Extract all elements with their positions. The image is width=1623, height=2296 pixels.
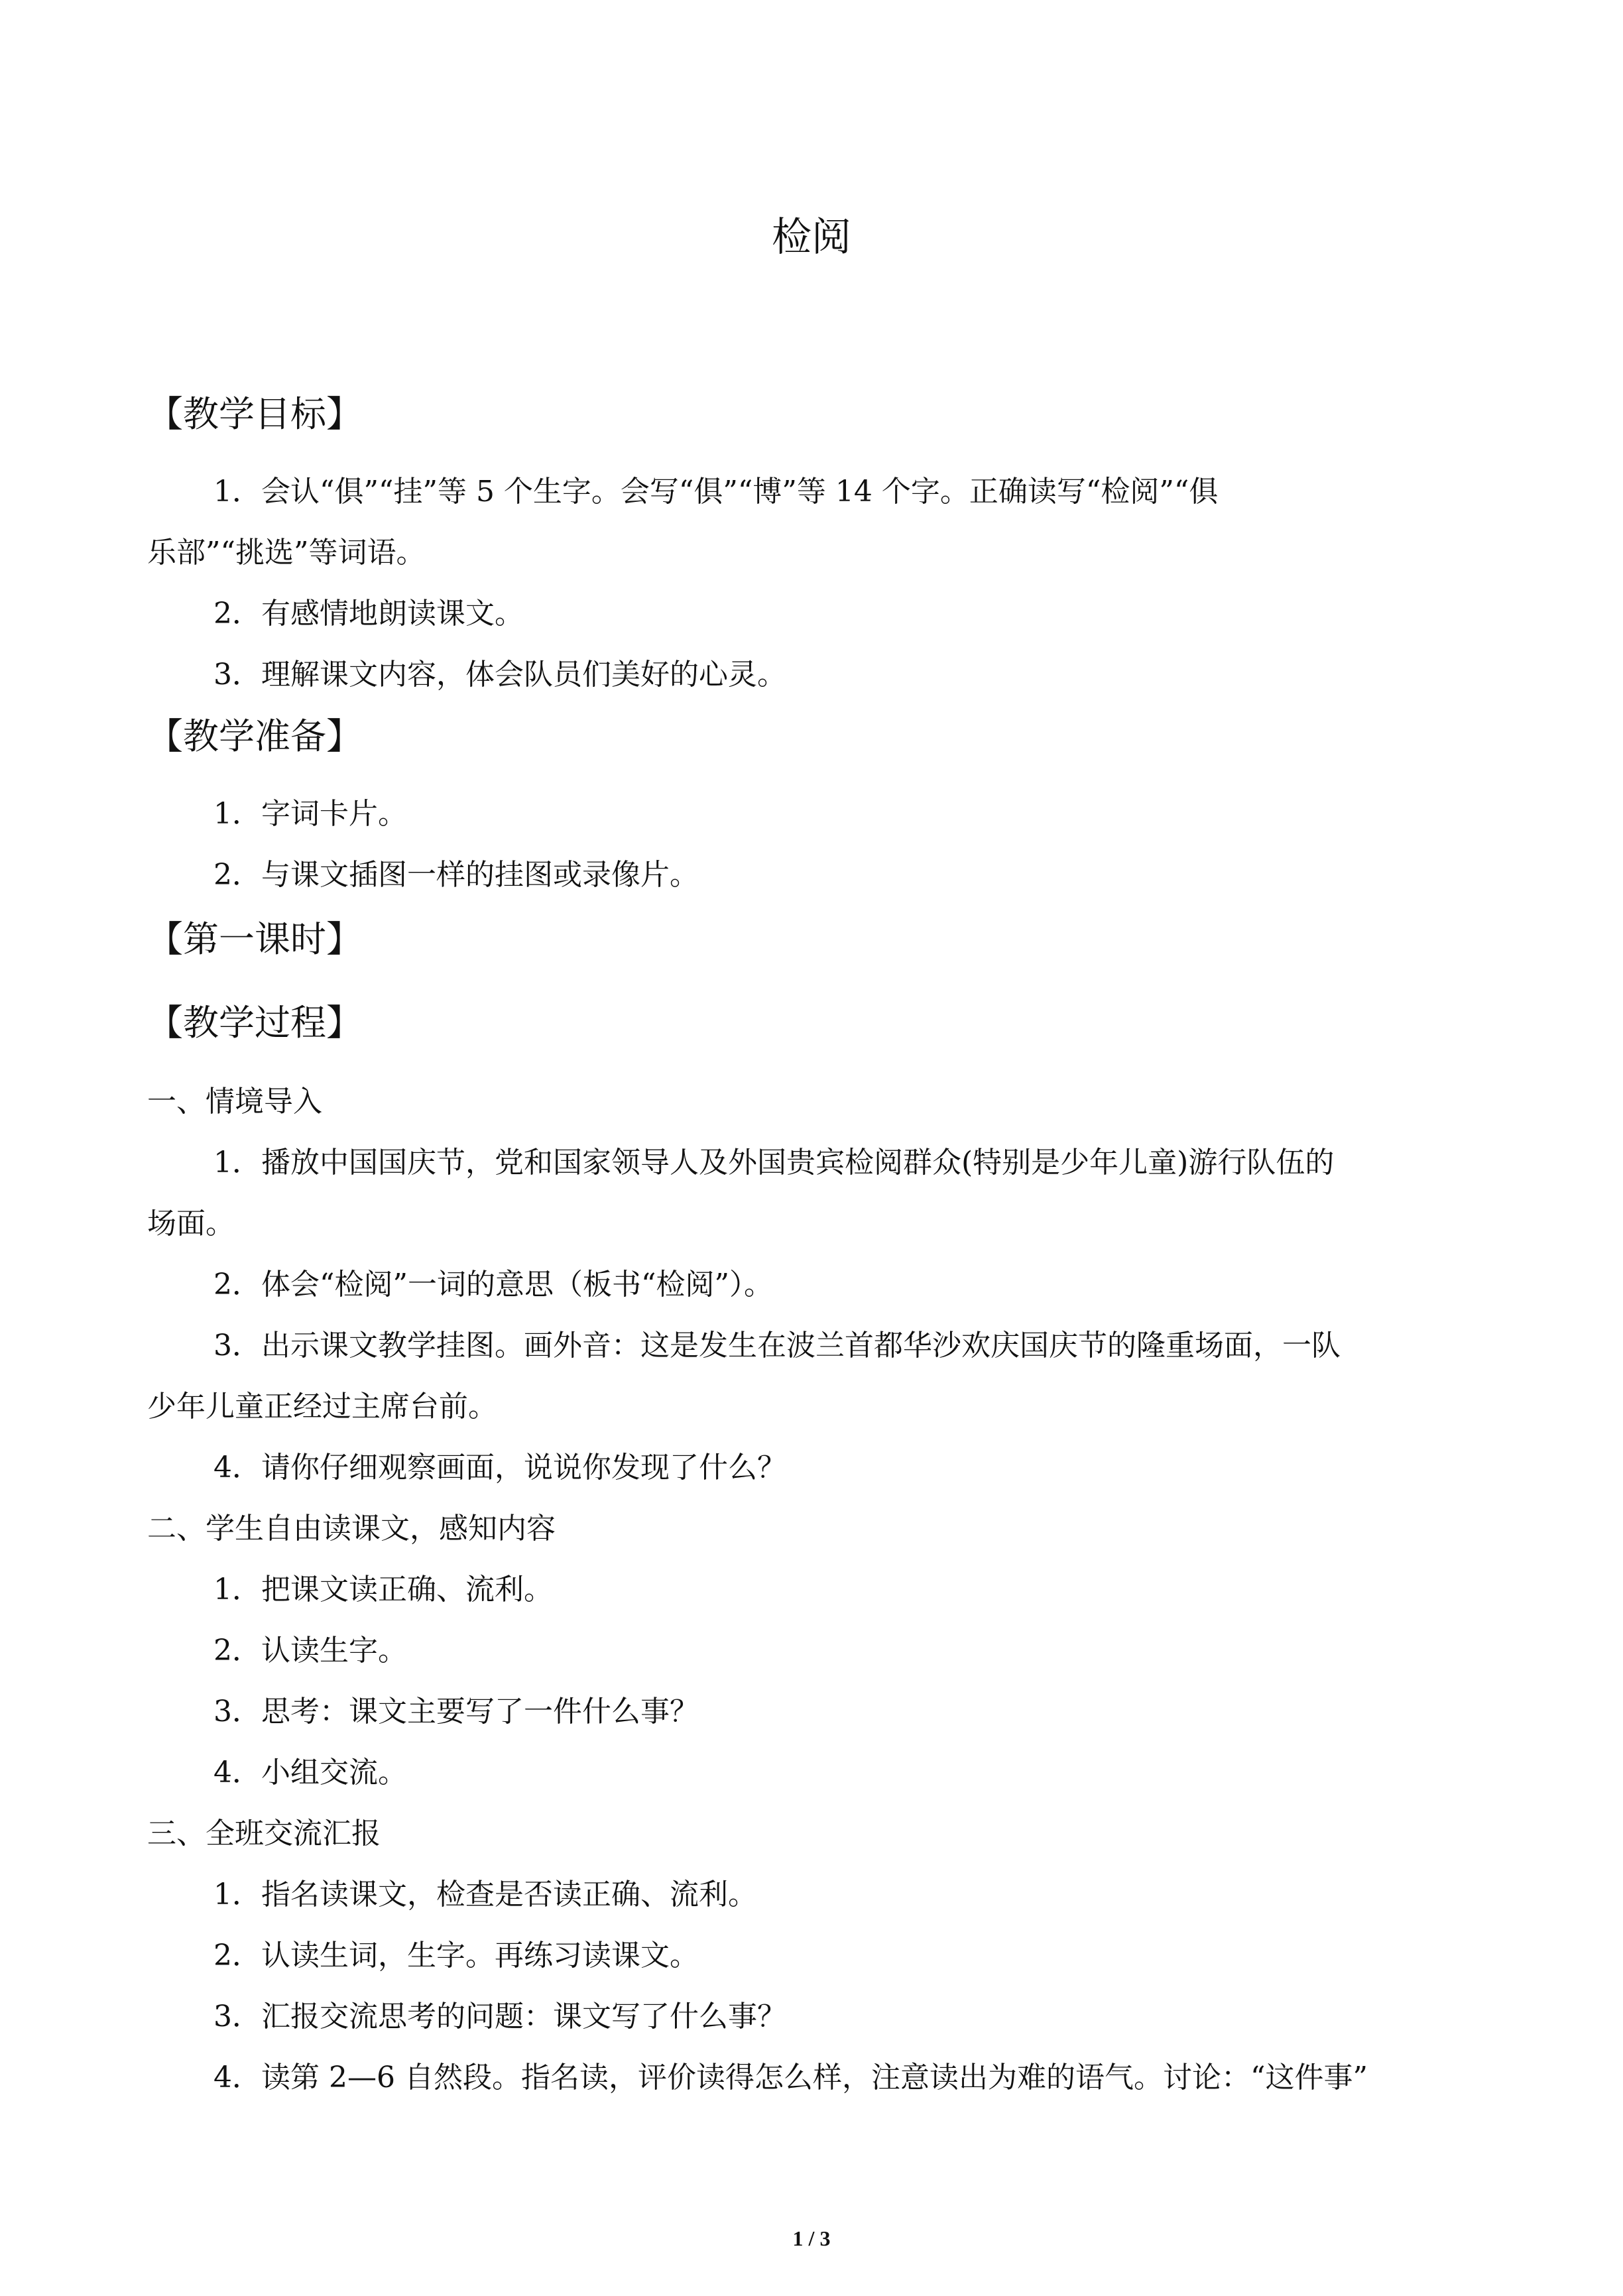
- process-line: 2．认读生词，生字。再练习读课文。: [213, 1939, 699, 1972]
- process-line: 1．把课文读正确、流利。: [213, 1573, 553, 1606]
- page-title: 检阅: [772, 214, 851, 261]
- objective-line: 2．有感情地朗读课文。: [213, 597, 524, 631]
- process-line: 2．体会“检阅”一词的意思（板书“检阅”）。: [213, 1268, 773, 1301]
- section-heading-process: 【教学过程】: [147, 1002, 362, 1044]
- process-line: 2．认读生字。: [213, 1634, 407, 1667]
- preparation-line: 2．与课文插图一样的挂图或录像片。: [213, 858, 699, 892]
- process-line: 1．播放中国国庆节，党和国家领导人及外国贵宾检阅群众(特别是少年儿童)游行队伍的: [213, 1146, 1335, 1179]
- page-number: 1 / 3: [792, 2226, 831, 2250]
- process-line: 3．思考：课文主要写了一件什么事？: [213, 1695, 699, 1728]
- process-line: 3．汇报交流思考的问题：课文写了什么事？: [213, 2000, 786, 2033]
- section-heading-objectives: 【教学目标】: [147, 393, 362, 435]
- process-part-title: 三、全班交流汇报: [147, 1817, 381, 1850]
- section-heading-preparation: 【教学准备】: [147, 715, 362, 757]
- process-line: 场面。: [147, 1207, 235, 1240]
- process-line: 4．小组交流。: [213, 1756, 407, 1789]
- preparation-line: 1．字词卡片。: [213, 797, 407, 831]
- objective-line: 3．理解课文内容，体会队员们美好的心灵。: [213, 658, 786, 692]
- objective-line: 1．会认“俱”“挂”等 5 个生字。会写“俱”“博”等 14 个字。正确读写“检阅”“俱: [213, 475, 1219, 509]
- process-part-title: 二、学生自由读课文，感知内容: [147, 1512, 556, 1545]
- section-heading-lesson1: 【第一课时】: [147, 918, 362, 960]
- process-line: 4．请你仔细观察画面，说说你发现了什么？: [213, 1451, 786, 1484]
- objective-line: 乐部”“挑选”等词语。: [147, 536, 426, 570]
- process-line: 3．出示课文教学挂图。画外音：这是发生在波兰首都华沙欢庆国庆节的隆重场面，一队: [213, 1329, 1341, 1362]
- process-line: 少年儿童正经过主席台前。: [147, 1390, 497, 1423]
- process-line: 4．读第 2—6 自然段。指名读，评价读得怎么样，注意读出为难的语气。讨论：“这件事”: [213, 2061, 1368, 2094]
- process-line: 1．指名读课文，检查是否读正确、流利。: [213, 1878, 757, 1911]
- process-part-title: 一、情境导入: [147, 1085, 322, 1118]
